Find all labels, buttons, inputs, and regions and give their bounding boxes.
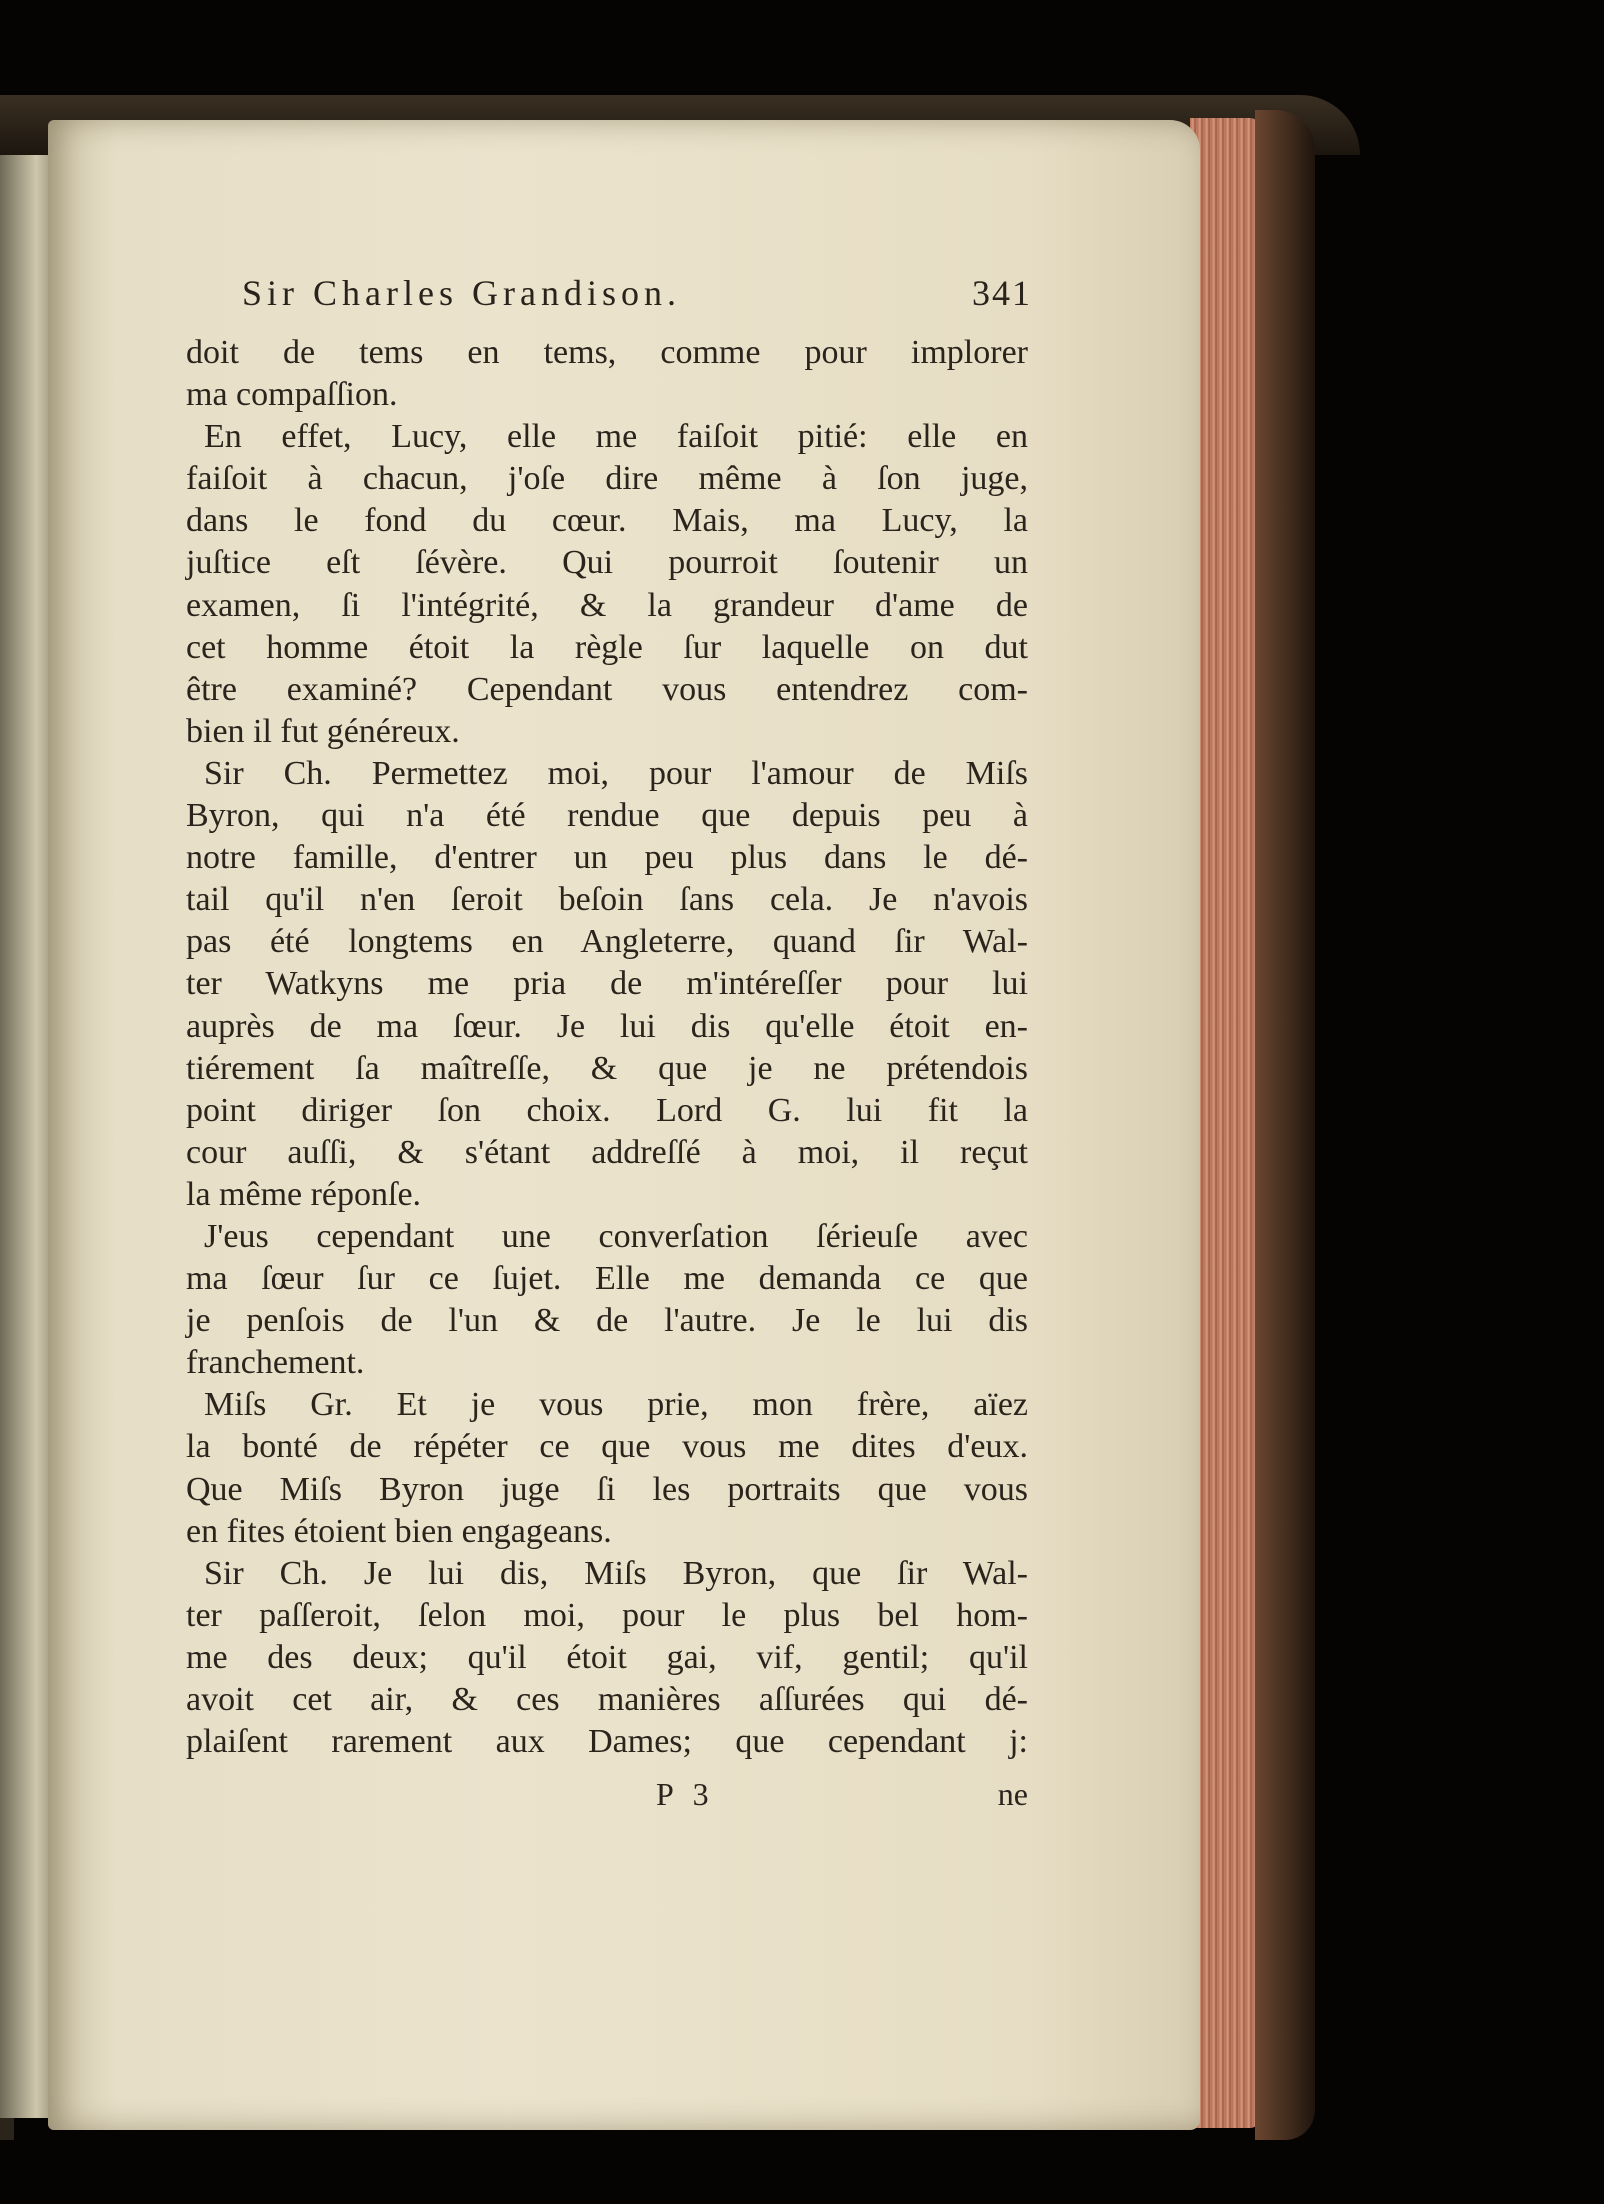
text-line: la bonté de répéter ce que vous me dites d'eux. bbox=[186, 1428, 1028, 1466]
page-fore-edge bbox=[1190, 118, 1260, 2128]
page-footer bbox=[186, 1776, 1028, 1816]
text-line: tiérement ſa maîtreſſe, & que je ne prétendois bbox=[186, 1049, 1028, 1087]
text-line: ter Watkyns me pria de m'intéreſſer pour lui bbox=[186, 965, 1028, 1003]
text-line: ma ſœur ſur ce ſujet. Elle me demanda ce que bbox=[186, 1260, 1028, 1298]
text-line: bien il fut généreux. bbox=[186, 712, 460, 750]
text-line: Que Miſs Byron juge ſi les portraits que vous bbox=[186, 1470, 1028, 1508]
text-line: Sir Ch. Je lui dis, Miſs Byron, que ſir Wal- bbox=[204, 1554, 1028, 1592]
page-number: 341 bbox=[972, 273, 1032, 313]
text-line: plaiſent rarement aux Dames; que cependant j: bbox=[186, 1723, 1028, 1761]
running-head-title: Sir Charles Grandison. bbox=[242, 273, 681, 313]
text-line: me des deux; qu'il étoit gai, vif, gentil; qu'il bbox=[186, 1638, 1028, 1676]
text-line: point diriger ſon choix. Lord G. lui fit la bbox=[186, 1091, 1028, 1129]
text-line: franchement. bbox=[186, 1344, 365, 1382]
text-line: Miſs Gr. Et je vous prie, mon frère, aïez bbox=[204, 1386, 1028, 1424]
text-line: tail qu'il n'en ſeroit beſoin ſans cela. Je n'avois bbox=[186, 881, 1028, 919]
text-line: cour auſſi, & s'étant addreſſé à moi, il reçut bbox=[186, 1133, 1028, 1171]
text-line: En effet, Lucy, elle me faiſoit pitié: elle en bbox=[204, 418, 1028, 456]
text-line: examen, ſi l'intégrité, & la grandeur d'ame de bbox=[186, 586, 1028, 624]
text-line: être examiné? Cependant vous entendrez com- bbox=[186, 670, 1028, 708]
text-line: Sir Ch. Permettez moi, pour l'amour de Miſs bbox=[204, 754, 1028, 792]
text-line: faiſoit à chacun, j'oſe dire même à ſon juge, bbox=[186, 460, 1028, 498]
text-line: ma compaſſion. bbox=[186, 376, 398, 414]
book-cover-edge bbox=[1255, 110, 1315, 2140]
running-head bbox=[242, 272, 1032, 314]
text-line: je penſois de l'un & de l'autre. Je le lui dis bbox=[186, 1302, 1028, 1340]
text-line: J'eus cependant une converſation ſérieuſe avec bbox=[204, 1217, 1028, 1255]
text-line: avoit cet air, & ces manières aſſurées qui dé- bbox=[186, 1681, 1028, 1718]
text-line: cet homme étoit la règle ſur laquelle on dut bbox=[186, 628, 1028, 666]
text-line: dans le fond du cœur. Mais, ma Lucy, la bbox=[186, 502, 1028, 540]
text-line: ter paſſeroit, ſelon moi, pour le plus bel hom- bbox=[186, 1596, 1028, 1634]
signature-mark: P 3 bbox=[656, 1776, 715, 1812]
text-line: pas été longtems en Angleterre, quand ſir Wal- bbox=[186, 923, 1028, 961]
text-line: auprès de ma ſœur. Je lui dis qu'elle étoit en- bbox=[186, 1007, 1028, 1045]
text-line: Byron, qui n'a été rendue que depuis peu à bbox=[186, 797, 1028, 835]
text-line: juſtice eſt ſévère. Qui pourroit ſoutenir un bbox=[186, 544, 1028, 582]
text-line: notre famille, d'entrer un peu plus dans le dé- bbox=[186, 839, 1028, 877]
text-line: en fites étoient bien engageans. bbox=[186, 1512, 612, 1550]
text-line: la même réponſe. bbox=[186, 1175, 422, 1213]
body-text bbox=[186, 332, 1028, 1763]
facing-page-gutter bbox=[0, 128, 55, 2118]
text-line: doit de tems en tems, comme pour implorer bbox=[186, 334, 1028, 371]
catchword: ne bbox=[997, 1776, 1028, 1812]
